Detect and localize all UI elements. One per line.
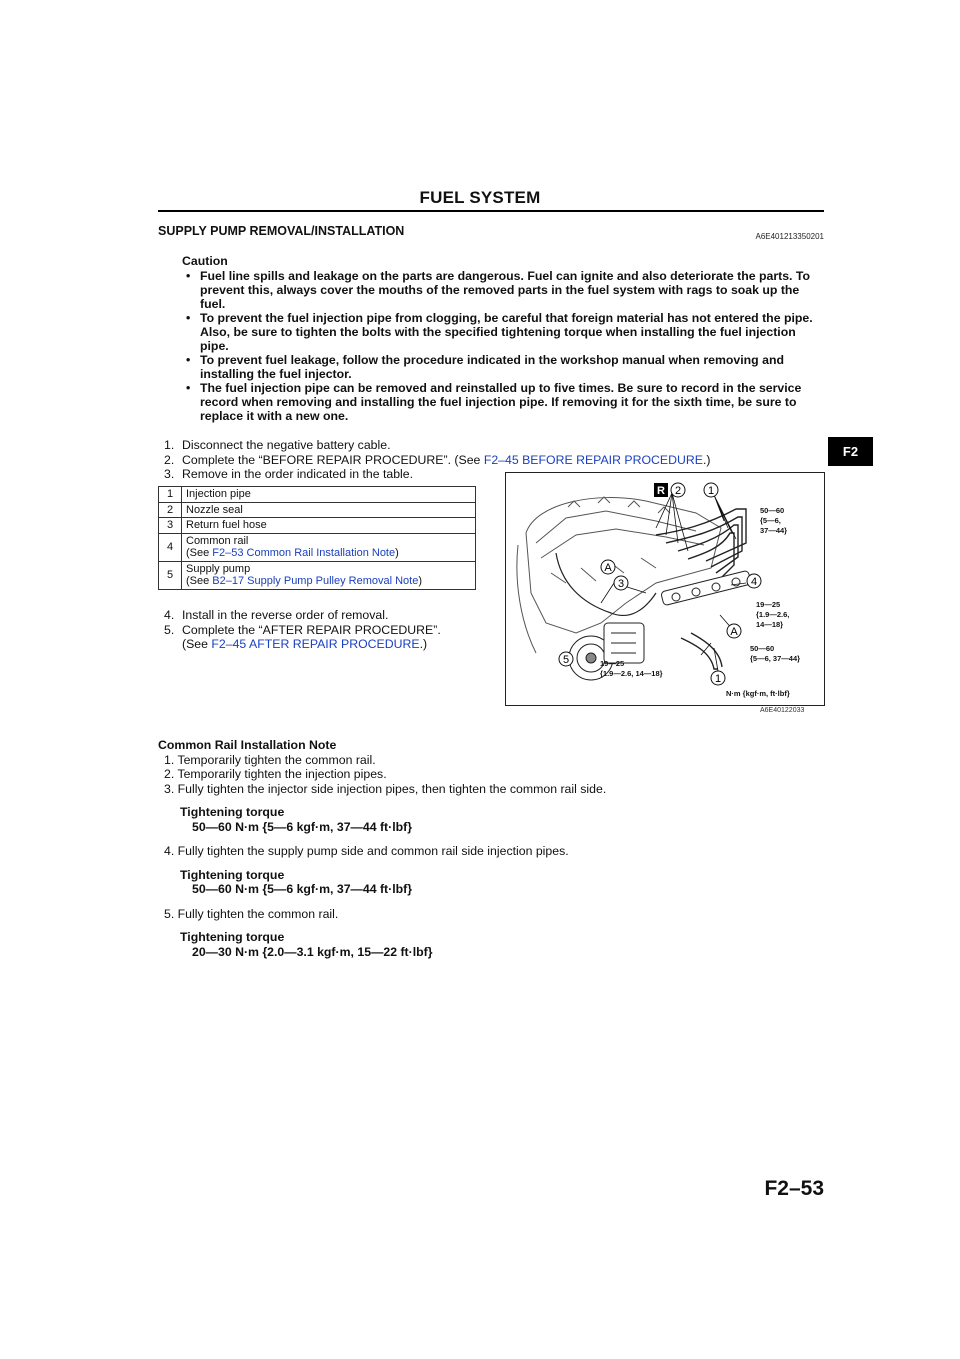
caution-item: • Fuel line spills and leakage on the parts are dangerous. Fuel can ignite and also deteriorate the parts. To prevent this, always cover the mouths of the removed parts in the fuel system with rags to soak up the fuel. (182, 269, 822, 311)
callout-5: 5 (562, 654, 570, 666)
header-divider (158, 210, 824, 212)
link-after-repair-procedure[interactable]: F2–45 AFTER REPAIR PROCEDURE (211, 637, 420, 651)
callout-1-top: 1 (707, 485, 715, 497)
callout-4: 4 (750, 576, 758, 588)
caution-list (182, 269, 822, 423)
page-header-title: FUEL SYSTEM (419, 188, 541, 207)
caution-box (182, 254, 822, 423)
torque-top-line2: {5—6, (760, 516, 781, 525)
torque-left-line1: 19—25 (600, 659, 625, 668)
link-supply-pump-pulley-note[interactable]: B2–17 Supply Pump Pulley Removal Note (212, 575, 419, 587)
note-title: Common Rail Installation Note (158, 738, 337, 752)
removal-order-table (158, 486, 476, 590)
supply-pump-diagram (505, 472, 825, 706)
callout-1-bottom: 1 (714, 673, 722, 685)
torque-left-line2: {1.9—2.6, 14—18} (600, 669, 663, 678)
table-row: 5 Supply pump (See B2–17 Supply Pump Pulley Removal Note) (159, 561, 476, 589)
page-number: F2–53 (764, 1177, 824, 1200)
procedure-steps-continued (164, 608, 494, 652)
link-before-repair-procedure[interactable]: F2–45 BEFORE REPAIR PROCEDURE (483, 452, 703, 467)
torque-spec-1: Tightening torque 50—60 N·m {5—6 kgf·m, 37—44 ft·lbf} (180, 805, 413, 834)
section-title: SUPPLY PUMP REMOVAL/INSTALLATION (158, 224, 405, 238)
callout-r: R (657, 485, 665, 497)
table-row: 2 Nozzle seal (159, 502, 476, 518)
step-4: 4. Install in the reverse order of removal. (164, 608, 389, 622)
caution-item: • To prevent the fuel injection pipe from clogging, be careful that foreign material has not entered the pipe. Also, be sure to tighten the bolts with the specified tightening torque when installing the fuel injection pipe. (182, 311, 822, 353)
figure-code: A6E40122033 (760, 707, 805, 714)
callout-3: 3 (617, 578, 625, 590)
note-step-4: 4. Fully tighten the supply pump side and common rail side injection pipes. (164, 844, 569, 858)
torque-top-line3: 37—44} (760, 526, 788, 535)
torque-right-line1: 50—60 (750, 644, 775, 653)
note-step-1: 1. Temporarily tighten the common rail. (164, 752, 376, 767)
note-step-5: 5. Fully tighten the common rail. (164, 906, 339, 921)
torque-mid-line3: 14—18} (756, 620, 784, 629)
table-row: 3 Return fuel hose (159, 518, 476, 534)
caution-title: Caution (182, 254, 228, 268)
common-rail (661, 570, 752, 605)
step-5-reference: (See F2–45 AFTER REPAIR PROCEDURE.) (182, 637, 428, 651)
table-row: 4 Common rail (See F2–53 Common Rail Installation Note) (159, 533, 476, 561)
diagram-drawing (506, 473, 824, 705)
caution-item: • The fuel injection pipe can be removed and reinstalled up to five times. Be sure to record in the service record when removing and installing the fuel injection pipe. If removing it for the sixth time, be sure to replace it with a new one. (182, 381, 822, 423)
torque-mid-line1: 19—25 (756, 600, 781, 609)
step-1: 1. Disconnect the negative battery cable. (164, 438, 391, 452)
caution-item: • To prevent fuel leakage, follow the procedure indicated in the workshop manual when removing and installing the fuel injector. (182, 353, 822, 381)
common-rail-installation-note (158, 738, 824, 969)
step-3: 3. Remove in the order indicated in the table. (164, 467, 414, 481)
callout-2: 2 (674, 485, 682, 497)
torque-spec-3: Tightening torque 20—30 N·m {2.0—3.1 kgf·m, 15—22 ft·lbf} (180, 930, 433, 959)
callout-a-left: A (604, 562, 612, 574)
document-id: A6E401213350201 (755, 232, 824, 241)
step-5: 5. Complete the “AFTER REPAIR PROCEDURE”. (164, 622, 441, 637)
torque-top-line1: 50—60 (760, 506, 785, 515)
link-common-rail-note[interactable]: F2–53 Common Rail Installation Note (212, 547, 396, 559)
torque-right-line2: {5—6, 37—44} (750, 654, 801, 663)
step-2: 2. Complete the “BEFORE REPAIR PROCEDURE”. (See F2–45 BEFORE REPAIR PROCEDURE.) (164, 452, 711, 467)
torque-mid-line2: {1.9—2.6, (756, 610, 790, 619)
note-step-3: 3. Fully tighten the injector side injection pipes, then tighten the common rail side. (164, 781, 607, 796)
torque-units: N·m {kgf·m, ft·lbf} (726, 689, 790, 698)
note-step-2: 2. Temporarily tighten the injection pipes. (164, 767, 387, 781)
callout-a-right: A (730, 626, 738, 638)
chapter-tab-marker[interactable]: F2 (828, 437, 873, 466)
table-row: 1 Injection pipe (159, 487, 476, 503)
torque-spec-2: Tightening torque 50—60 N·m {5—6 kgf·m, 37—44 ft·lbf} (180, 867, 413, 896)
